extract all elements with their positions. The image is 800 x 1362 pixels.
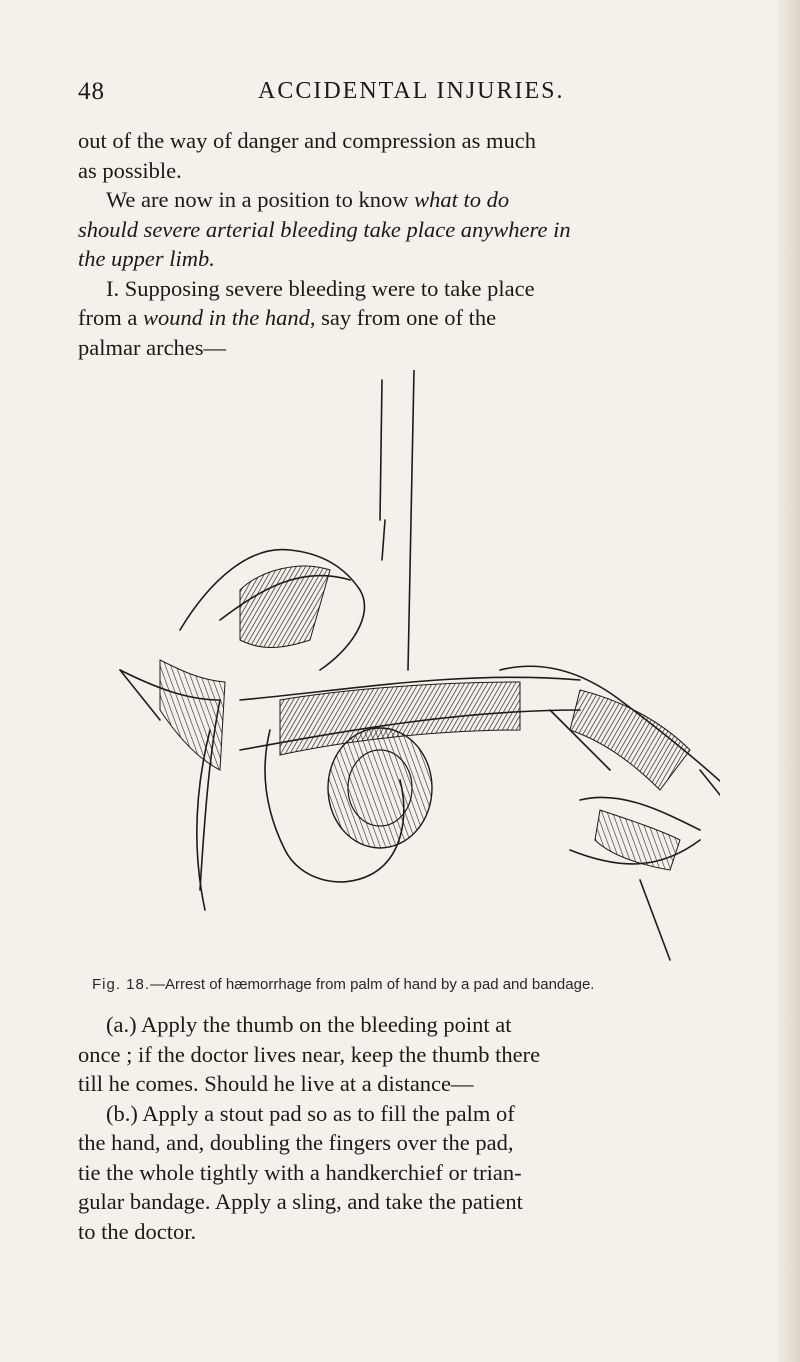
text-line: [78, 1040, 718, 1070]
text-line: [78, 244, 718, 274]
text-line: [78, 1187, 718, 1217]
text-span: We are now in a position to know: [106, 187, 415, 212]
line-mark: [380, 380, 382, 520]
text-line: [78, 156, 718, 186]
figure-caption-text: —Arrest of hæmorrhage from palm of hand by a pad and bandage.: [150, 976, 595, 993]
text-line: [78, 274, 718, 304]
bandage-tail: [640, 880, 670, 960]
italic-text: what to do: [414, 187, 510, 212]
text-span: the hand, and, doubling the fingers over the pad,: [78, 1130, 514, 1155]
text-line: [78, 1010, 718, 1040]
line-mark: [408, 370, 414, 670]
text-line: [78, 215, 718, 245]
text-span: as possible.: [78, 157, 182, 183]
text-line: [78, 333, 718, 363]
page-edge-shadow: [778, 0, 800, 1362]
hand-bandage-illustration: [100, 370, 720, 970]
italic-text: should severe arterial bleeding take place anywhere in: [78, 216, 571, 242]
hand-outline: [120, 670, 160, 720]
text-line: [78, 1158, 718, 1188]
text-span: palmar arches—: [78, 334, 227, 360]
text-line: [78, 185, 718, 215]
thumb-shading: [240, 566, 330, 647]
text-line: [78, 1217, 718, 1247]
illustration-svg: [100, 370, 720, 970]
line-mark: [382, 520, 385, 560]
text-span: I. Supposing severe bleeding were to take place: [106, 275, 535, 301]
page-number: 48: [78, 78, 105, 105]
text-line: [78, 126, 718, 156]
italic-text: wound in the hand,: [142, 305, 316, 330]
text-span: from a: [78, 305, 143, 330]
text-span: (a.) Apply the thumb on the bleeding point at: [106, 1012, 512, 1037]
text-span: once ; if the doctor lives near, keep the thumb there: [78, 1041, 541, 1067]
text-span: to the doctor.: [78, 1218, 197, 1244]
text-span: till he comes. Should he live at a distance—: [78, 1071, 474, 1096]
text-span: (b.) Apply a stout pad so as to fill the palm of: [106, 1100, 515, 1126]
figure-caption: [92, 976, 772, 993]
text-span: tie the whole tightly with a handkerchief or trian-: [78, 1159, 522, 1185]
text-line: [78, 1069, 718, 1099]
text-span: say from one of the: [315, 305, 497, 330]
body-text-bottom: [78, 1010, 718, 1246]
text-span: gular bandage. Apply a sling, and take the patient: [78, 1189, 523, 1214]
page-header: [78, 78, 718, 110]
running-head: ACCIDENTAL INJURIES.: [258, 78, 565, 104]
text-span: out of the way of danger and compression as much: [78, 128, 536, 153]
knot-shading: [570, 690, 690, 790]
pad-coil: [328, 728, 432, 848]
italic-text: the upper limb.: [78, 246, 215, 271]
figure-label: Fig. 18.: [92, 976, 151, 993]
body-text-top: [78, 126, 718, 362]
text-line: [78, 1099, 718, 1129]
text-line: [78, 1128, 718, 1158]
hand-shading: [160, 660, 225, 770]
text-line: [78, 303, 718, 333]
